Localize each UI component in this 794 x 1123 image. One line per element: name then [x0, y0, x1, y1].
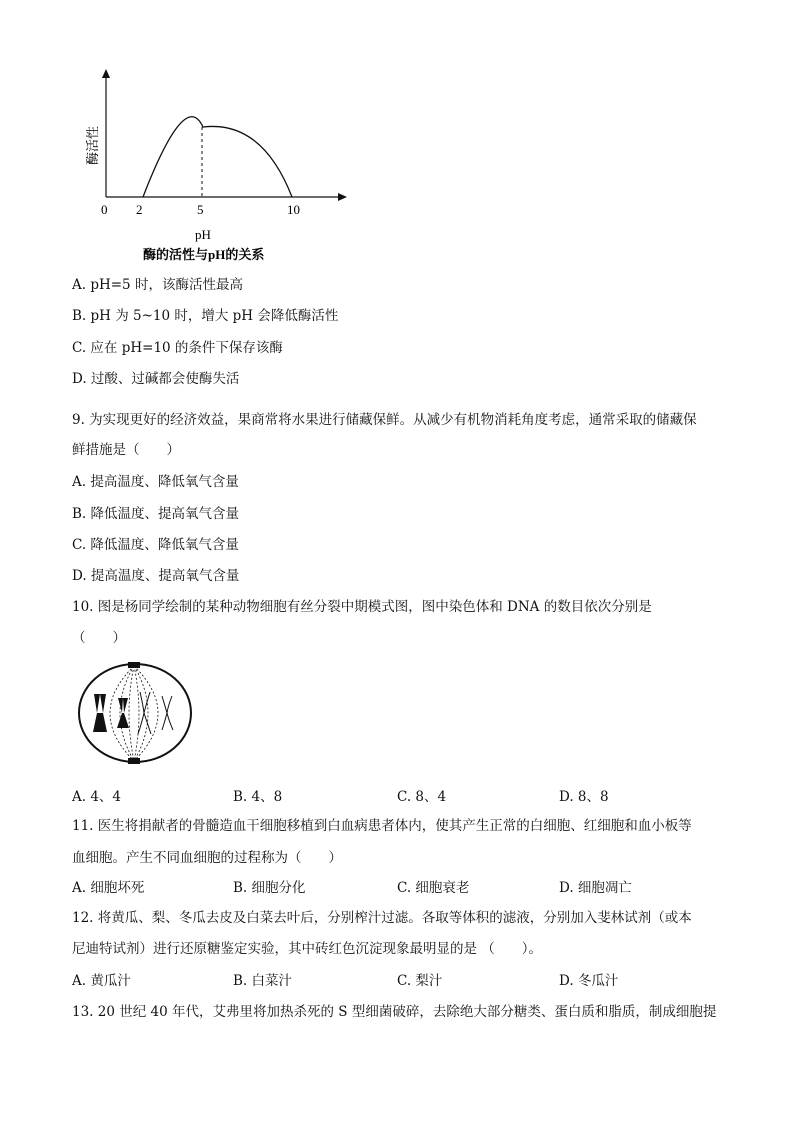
q10-stem-cont: （ ） [72, 630, 126, 646]
q8-option-c: C. 应在 pH=10 的条件下保存该酶 [72, 340, 283, 356]
tick-0: 0 [101, 202, 108, 217]
q12-option-d: D. 冬瓜汁 [559, 973, 619, 989]
chromosome-2 [117, 698, 129, 728]
q10-option-a: A. 4、4 [72, 789, 122, 805]
q12-stem-cont: 尼迪特试剂）进行还原糖鉴定实验，其中砖红色沉淀现象最明显的是 （ ）。 [72, 941, 543, 957]
q12-stem: 12. 将黄瓜、梨、冬瓜去皮及白菜去叶后，分别榨汁过滤。各取等体积的滤液，分别加入斐林试剂（或本 [72, 910, 692, 926]
q10-option-d: D. 8、8 [559, 789, 609, 805]
q9-stem-cont: 鲜措施是（ ） [72, 442, 180, 458]
activity-curve [143, 117, 292, 197]
chromosome-1 [93, 694, 107, 732]
spindle-fibers [110, 666, 158, 761]
enzyme-ph-figure [0, 0, 794, 270]
chromosome-4 [162, 696, 173, 730]
q11-stem-cont: 血细胞。产生不同血细胞的过程称为（ ） [72, 850, 342, 866]
q11-option-c: C. 细胞衰老 [397, 880, 470, 896]
q11-option-a: A. 细胞坏死 [72, 880, 145, 896]
q8-option-b: B. pH 为 5~10 时，增大 pH 会降低酶活性 [72, 308, 339, 324]
q13-stem: 13. 20 世纪 40 年代，艾弗里将加热杀死的 S 型细菌破碎，去除绝大部分糖类、蛋白质和脂质，制成细胞提 [72, 1004, 717, 1020]
q9-stem: 9. 为实现更好的经济效益，果商常将水果进行储藏保鲜。从减少有机物消耗角度考虑，通常采取的储藏保 [72, 412, 697, 428]
q11-option-d: D. 细胞凋亡 [559, 880, 632, 896]
q8-option-d: D. 过酸、过碱都会使酶失活 [72, 371, 240, 387]
figure-caption: 酶的活性与pH的关系 [143, 247, 265, 262]
y-axis-label: 酶活性 [85, 125, 100, 165]
cell-membrane [79, 664, 191, 762]
q10-option-c: C. 8、4 [397, 789, 447, 805]
x-axis-label: pH [195, 227, 211, 242]
q12-option-c: C. 梨汁 [397, 973, 443, 989]
x-axis-arrow [338, 193, 347, 201]
q8-option-a: A. pH=5 时，该酶活性最高 [72, 277, 243, 293]
chromosome-3 [138, 692, 151, 734]
q9-option-a: A. 提高温度、降低氧气含量 [72, 474, 239, 490]
tick-5: 5 [197, 202, 204, 217]
q9-option-d: D. 提高温度、提高氧气含量 [72, 568, 240, 584]
y-axis-arrow [102, 69, 110, 78]
q9-option-c: C. 降低温度、降低氧气含量 [72, 537, 239, 553]
tick-10: 10 [287, 202, 300, 217]
q10-stem: 10. 图是杨同学绘制的某种动物细胞有丝分裂中期模式图，图中染色体和 DNA 的数目依次分别是 [72, 599, 652, 615]
q12-option-b: B. 白菜汁 [233, 973, 293, 989]
q12-option-a: A. 黄瓜汁 [72, 973, 131, 989]
q11-stem: 11. 医生将捐献者的骨髓造血干细胞移植到白血病患者体内，使其产生正常的白细胞、红细胞和血小板等 [72, 818, 692, 834]
q11-option-b: B. 细胞分化 [233, 880, 306, 896]
q9-option-b: B. 降低温度、提高氧气含量 [72, 506, 240, 522]
tick-2: 2 [136, 202, 143, 217]
cell-mitosis-figure [76, 660, 196, 770]
q10-option-b: B. 4、8 [233, 789, 283, 805]
